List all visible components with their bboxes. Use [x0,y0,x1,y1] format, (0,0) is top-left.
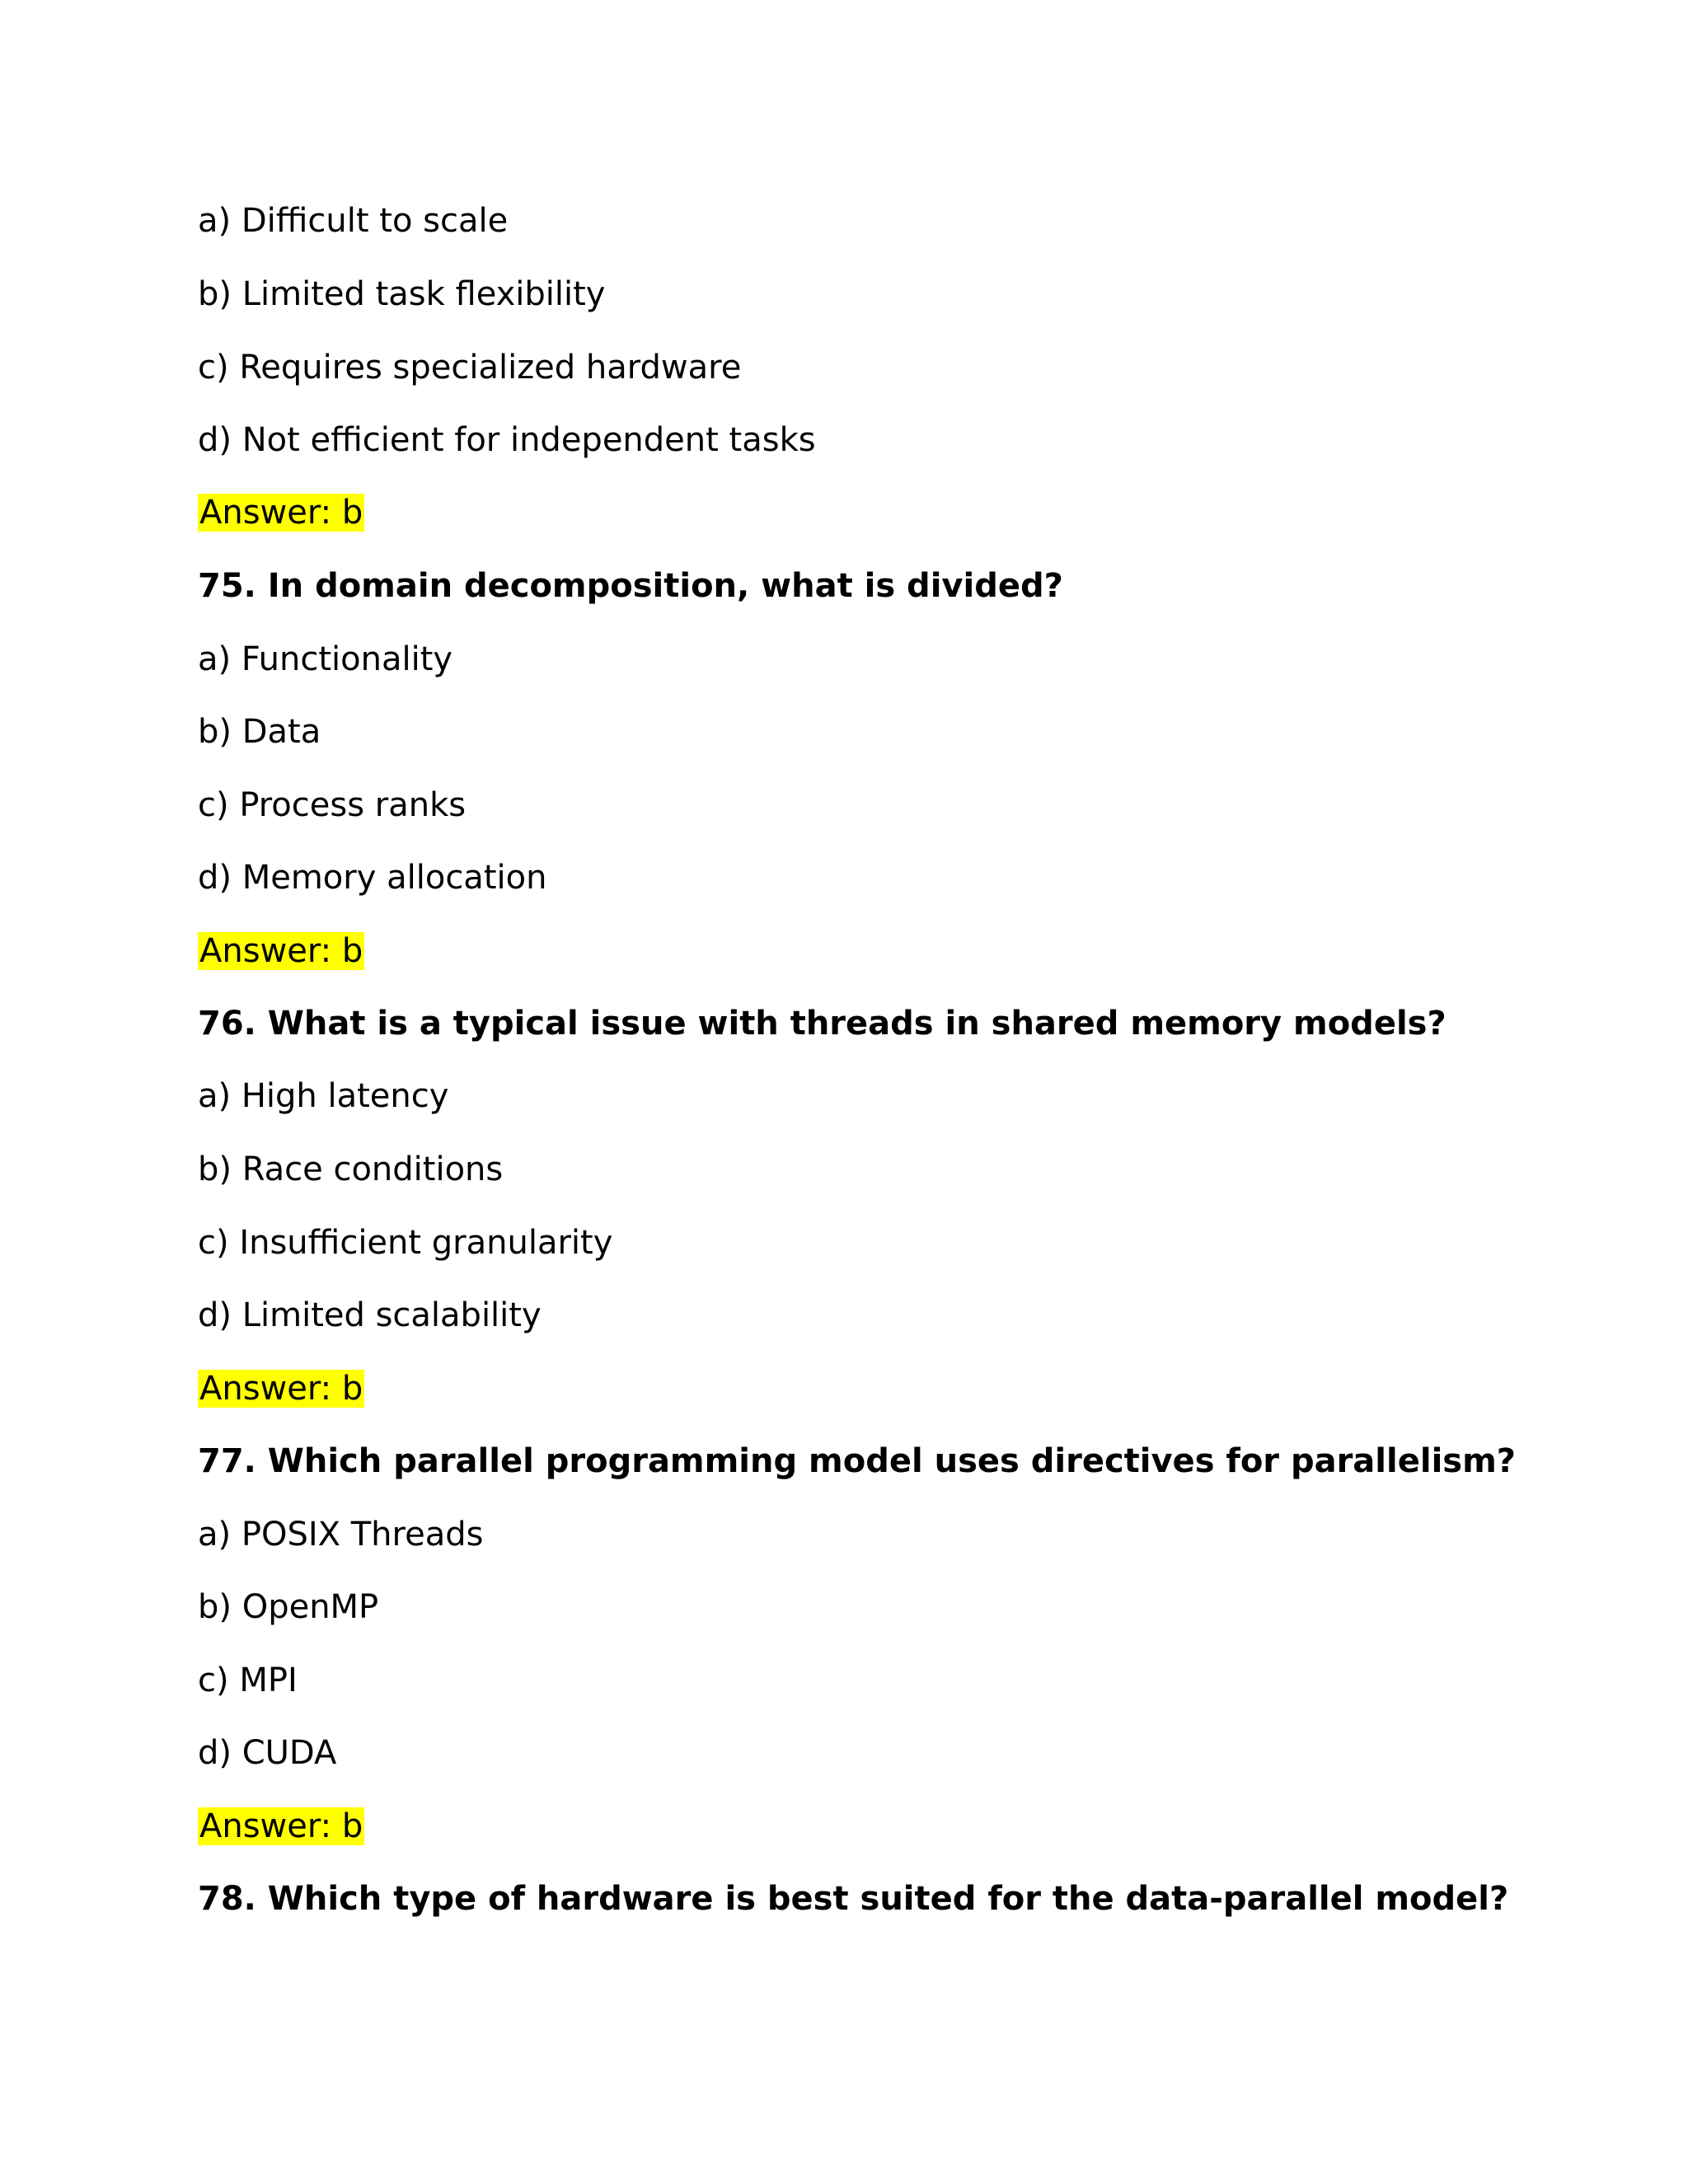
option-77-d: d) CUDA [198,1734,337,1772]
answer-76 [198,1366,364,1412]
answer-77 [198,1803,364,1849]
question-75: 75. In domain decomposition, what is divided? [198,567,1063,605]
answer-highlight: Answer: b [199,1807,363,1845]
option-76-d: d) Limited scalability [198,1296,542,1334]
option-77-b: b) OpenMP [198,1588,379,1626]
answer-74 [198,490,364,536]
option-75-d: d) Memory allocation [198,859,547,897]
option-77-c: c) MPI [198,1661,298,1699]
option-76-b: b) Race conditions [198,1151,504,1188]
option-75-a: a) Functionality [198,640,453,678]
option-76-a: a) High latency [198,1077,449,1115]
option-74-b: b) Limited task flexibility [198,275,606,313]
option-75-b: b) Data [198,713,321,751]
answer-highlight: Answer: b [199,1370,363,1408]
option-74-d: d) Not efficient for independent tasks [198,421,816,459]
option-75-c: c) Process ranks [198,786,467,824]
answer-highlight: Answer: b [199,932,363,970]
answer-highlight: Answer: b [199,494,363,532]
question-77: 77. Which parallel programming model uses directives for parallelism? [198,1442,1516,1480]
question-76: 76. What is a typical issue with threads in shared memory models? [198,1005,1447,1043]
answer-75 [198,928,364,974]
question-78: 78. Which type of hardware is best suited for the data-parallel model? [198,1880,1509,1918]
option-74-a: a) Difficult to scale [198,202,509,240]
option-77-a: a) POSIX Threads [198,1516,484,1554]
option-76-c: c) Insufficient granularity [198,1224,613,1262]
option-74-c: c) Requires specialized hardware [198,349,742,387]
